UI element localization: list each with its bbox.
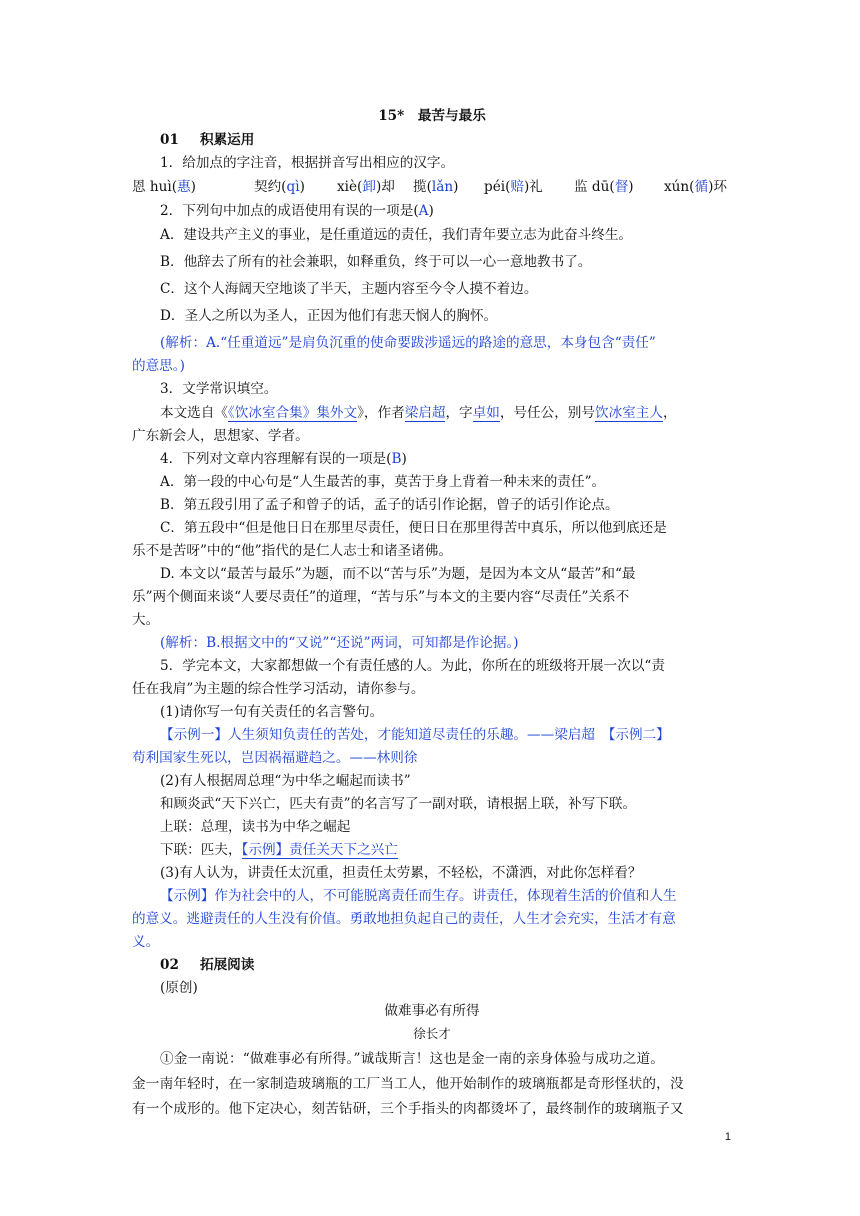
q2-stem: 2．下列句中加点的成语使用有误的一项是(A) [160, 203, 434, 219]
q1-item-6: 监 dū(督) [574, 179, 634, 195]
article-paragraph-line-1: ①金一南说：“做难事必有所得。”诚哉斯言！这也是金一南的亲身体验与成功之道。 [160, 1051, 665, 1067]
q3-line-1: 本文选自《《饮冰室合集》集外文》，作者梁启超，字卓如，号任公，别号饮冰室主人， [160, 405, 677, 421]
section-label: 拓展阅读 [200, 957, 255, 973]
q5-upper-couplet: 上联：总理，读书为中华之崛起 [160, 819, 351, 835]
q5-line-2: 任在我肩”为主题的综合性学习活动，请你参与。 [132, 681, 425, 697]
q2-analysis-line-1: (解析：A.“任重道远”是肩负沉重的使命要跋涉遥远的路途的意思，本身包含“责任” [160, 335, 656, 351]
article-paragraph-line-2: 金一南年轻时，在一家制造玻璃瓶的工厂当工人，他开始制作的玻璃瓶都是奇形怪状的，没 [132, 1076, 684, 1092]
q5-part-3: (3)有人认为，讲责任太沉重，担责任太劳累，不轻松，不潇洒，对此你怎样看？ [160, 865, 642, 881]
q5-part-1-answer-2: 苟利国家生死以，岂因祸福避趋之。——林则徐 [132, 750, 418, 766]
q1-item-2: 契约(qì) [254, 179, 305, 195]
q1-stem: 1．给加点的字注音，根据拼音写出相应的汉字。 [160, 155, 455, 171]
source-note: (原创) [160, 980, 198, 996]
q1-item-3: xiè(卸)却 [337, 179, 395, 195]
section-1-heading [160, 129, 732, 151]
q2-option-d: D．圣人之所以为圣人，正因为他们有悲天悯人的胸怀。 [160, 308, 498, 324]
article-paragraph-line-3: 有一个成形的。他下定决心，刻苦钻研，三个手指头的肉都烫坏了，最终制作的玻璃瓶子又 [132, 1101, 684, 1117]
q4-analysis: (解析：B.根据文中的“又说”“还说”两词，可知都是作论据。) [160, 635, 519, 651]
q5-line-1: 5．学完本文，大家都想做一个有责任感的人。为此，你所在的班级将开展一次以“责 [160, 658, 665, 674]
q4-option-c-2: 乐不是苦呀”中的“他”指代的是仁人志士和诸圣诸佛。 [132, 543, 452, 559]
q5-part-2-b: 和顾炎武“天下兴亡，匹夫有责”的名言写了一副对联，请根据上联，补写下联。 [160, 796, 637, 812]
q1-item-5: péi(赔)礼 [484, 179, 543, 195]
page-number: 1 [724, 1131, 731, 1143]
q2-option-c: C．这个人海阔天空地谈了半天，主题内容至今令人摸不着边。 [160, 281, 538, 297]
q2-analysis-line-2: 的意思。) [132, 358, 185, 374]
q3-stem: 3．文学常识填空。 [160, 381, 278, 397]
section-label: 积累运用 [200, 132, 255, 148]
section-2-heading [160, 954, 732, 976]
q3-line-2: 广东新会人，思想家、学者。 [132, 428, 309, 444]
q5-lower-couplet: 下联：匹夫，【示例】责任关天下之兴亡 [160, 842, 398, 858]
q4-option-d-1: D. 本文以“最苦与最乐”为题，而不以“苦与乐”为题，是因为本文从“最苦”和“最 [160, 566, 636, 582]
q4-option-c-1: C．第五段中“但是他日日在那里尽责任，便日日在那里得苦中真乐，所以他到底还是 [160, 520, 667, 536]
q4-option-d-2: 乐”两个侧面来谈“人要尽责任”的道理，“苦与乐”与本文的主要内容“尽责任”关系不 [132, 589, 630, 605]
article-author: 徐长才 [413, 1026, 451, 1041]
q5-part-3-answer-2: 的意义。逃避责任的人生没有价值。勇敢地担负起自己的责任，人生才会充实，生活才有意 [132, 911, 676, 927]
q4-option-d-3: 大。 [132, 612, 160, 628]
q1-item-4: 揽(lǎn) [413, 179, 459, 195]
q5-part-2: (2)有人根据周总理“为中华之崛起而读书” [160, 773, 411, 789]
section-number: 02 [160, 957, 179, 973]
q4-stem: 4．下列对文章内容理解有误的一项是(B) [160, 451, 407, 467]
q5-part-1-answer-1: 【示例一】人生须知负责任的苦处，才能知道尽责任的乐趣。——梁启超 【示例二】 [160, 727, 670, 743]
q5-part-1: (1)请你写一句有关责任的名言警句。 [160, 704, 384, 720]
q1-item-7: xún(循)环 [664, 179, 727, 195]
q1-item-1: 恩 huì(惠) [132, 179, 196, 195]
q4-option-b: B．第五段引用了孟子和曾子的话，孟子的话引作论据，曾子的话引作论点。 [160, 497, 619, 513]
section-number: 01 [160, 132, 179, 148]
q2-option-a: A．建设共产主义的事业，是任重道远的责任，我们青年要立志为此奋斗终生。 [160, 227, 633, 243]
q2-option-b: B．他辞去了所有的社会兼职，如释重负，终于可以一心一意地教书了。 [160, 254, 592, 270]
q5-part-3-answer-1: 【示例】作为社会中的人，不可能脱离责任而生存。讲责任，体现着生活的价值和人生 [160, 888, 677, 904]
lesson-title: 15* 最苦与最乐 [378, 108, 486, 124]
article-title: 做难事必有所得 [384, 1003, 480, 1019]
q5-part-3-answer-3: 义。 [132, 934, 160, 950]
q4-option-a: A．第一段的中心句是“人生最苦的事，莫苦于身上背着一种未来的责任”。 [160, 474, 606, 490]
